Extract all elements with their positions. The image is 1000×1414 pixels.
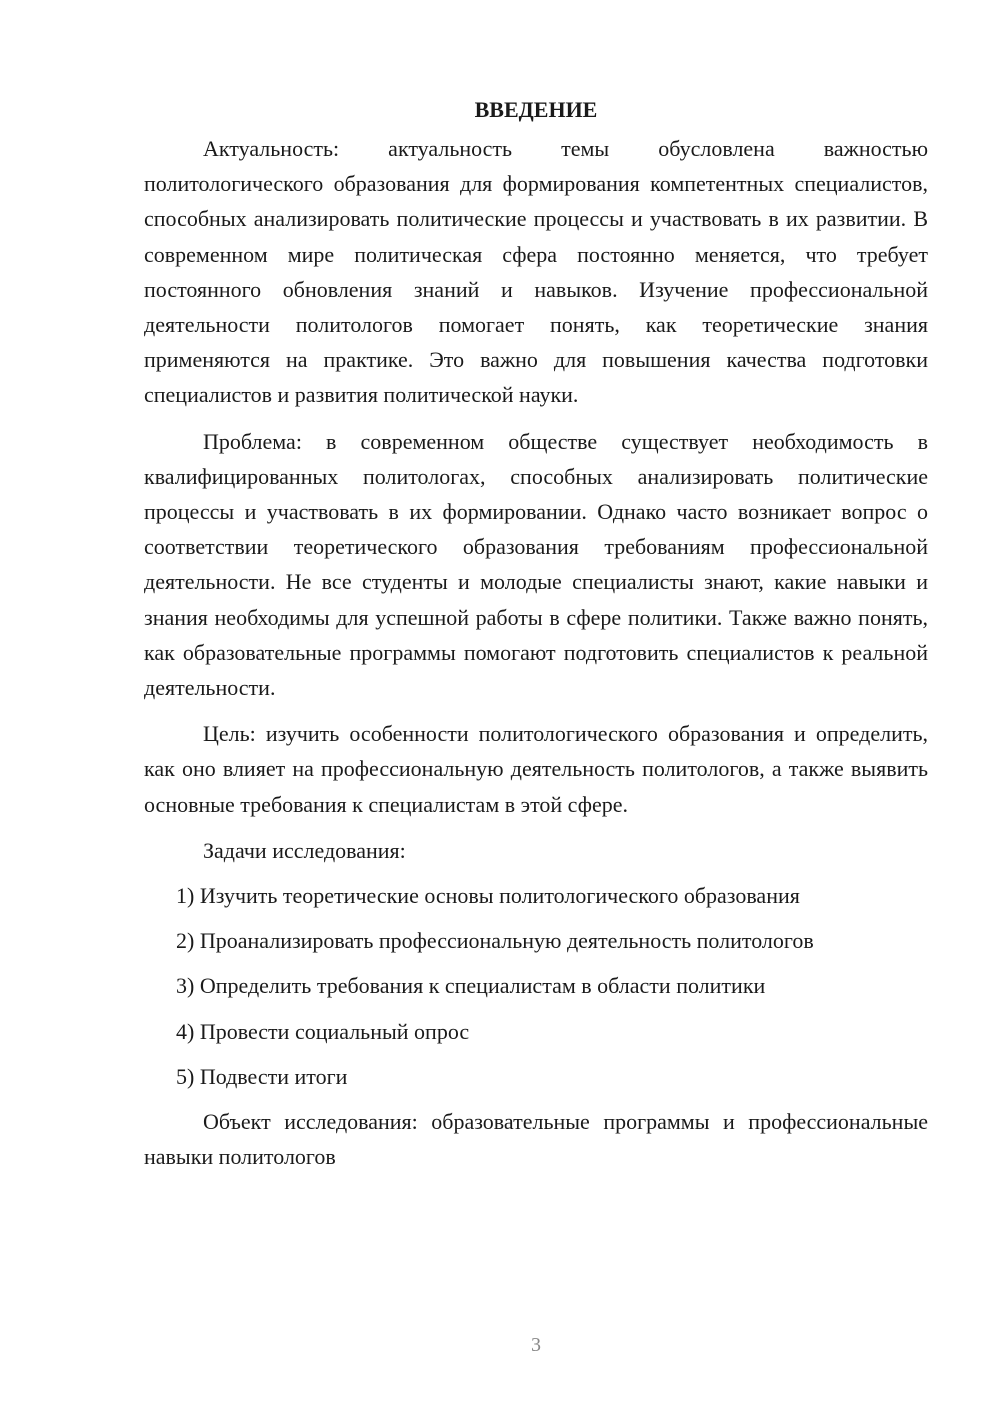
task-item-2: 2) Проанализировать профессиональную деятельность политологов [176, 928, 814, 954]
section-heading: ВВЕДЕНИЕ [474, 97, 598, 122]
task-item-3: 3) Определить требования к специалистам в области политики [176, 973, 766, 999]
task-item-1: 1) Изучить теоретические основы политологического образования [176, 883, 800, 909]
tasks-title: Задачи исследования: [203, 837, 406, 863]
task-item-4: 4) Провести социальный опрос [176, 1018, 470, 1044]
page-number: 3 [531, 1334, 541, 1356]
paragraph-goal: Цель: изучить особенности политологического образования и определить, как оно влияет на профессиональную деятельность политологов, а также выявить основные требования к специалистам в этой сфере. [144, 721, 928, 817]
paragraph-object: Объект исследования: образовательные программы и профессиональные навыки политологов [144, 1109, 928, 1170]
page-content [144, 92, 928, 1185]
paragraph-problem: Проблема: в современном обществе существует необходимость в квалифицированных политологах, способных анализировать политические процессы и участвовать в их формировании. Однако часто возникает вопрос о соответствии теоретического образования требованиям профессиональной деятельности. Не все студенты и молодые специалисты знают, какие навыки и знания необходимы для успешной работы в сфере политики. Также важно понять, как образовательные программы помогают подготовить специалистов к реальной деятельности. [144, 428, 928, 701]
paragraph-relevance: Актуальность: актуальность темы обусловлена важностью политологического образования для формирования компетентных специалистов, способных анализировать политические процессы и участвовать в их развитии. В современном мире политическая сфера постоянно меняется, что требует постоянного обновления знаний и навыков. Изучение профессиональной деятельности политологов помогает понять, как теоретические знания применяются на практике. Это важно для повышения качества подготовки специалистов и развития политической науки. [144, 136, 928, 408]
task-item-5: 5) Подвести итоги [176, 1063, 348, 1089]
tasks-list [144, 878, 928, 1094]
